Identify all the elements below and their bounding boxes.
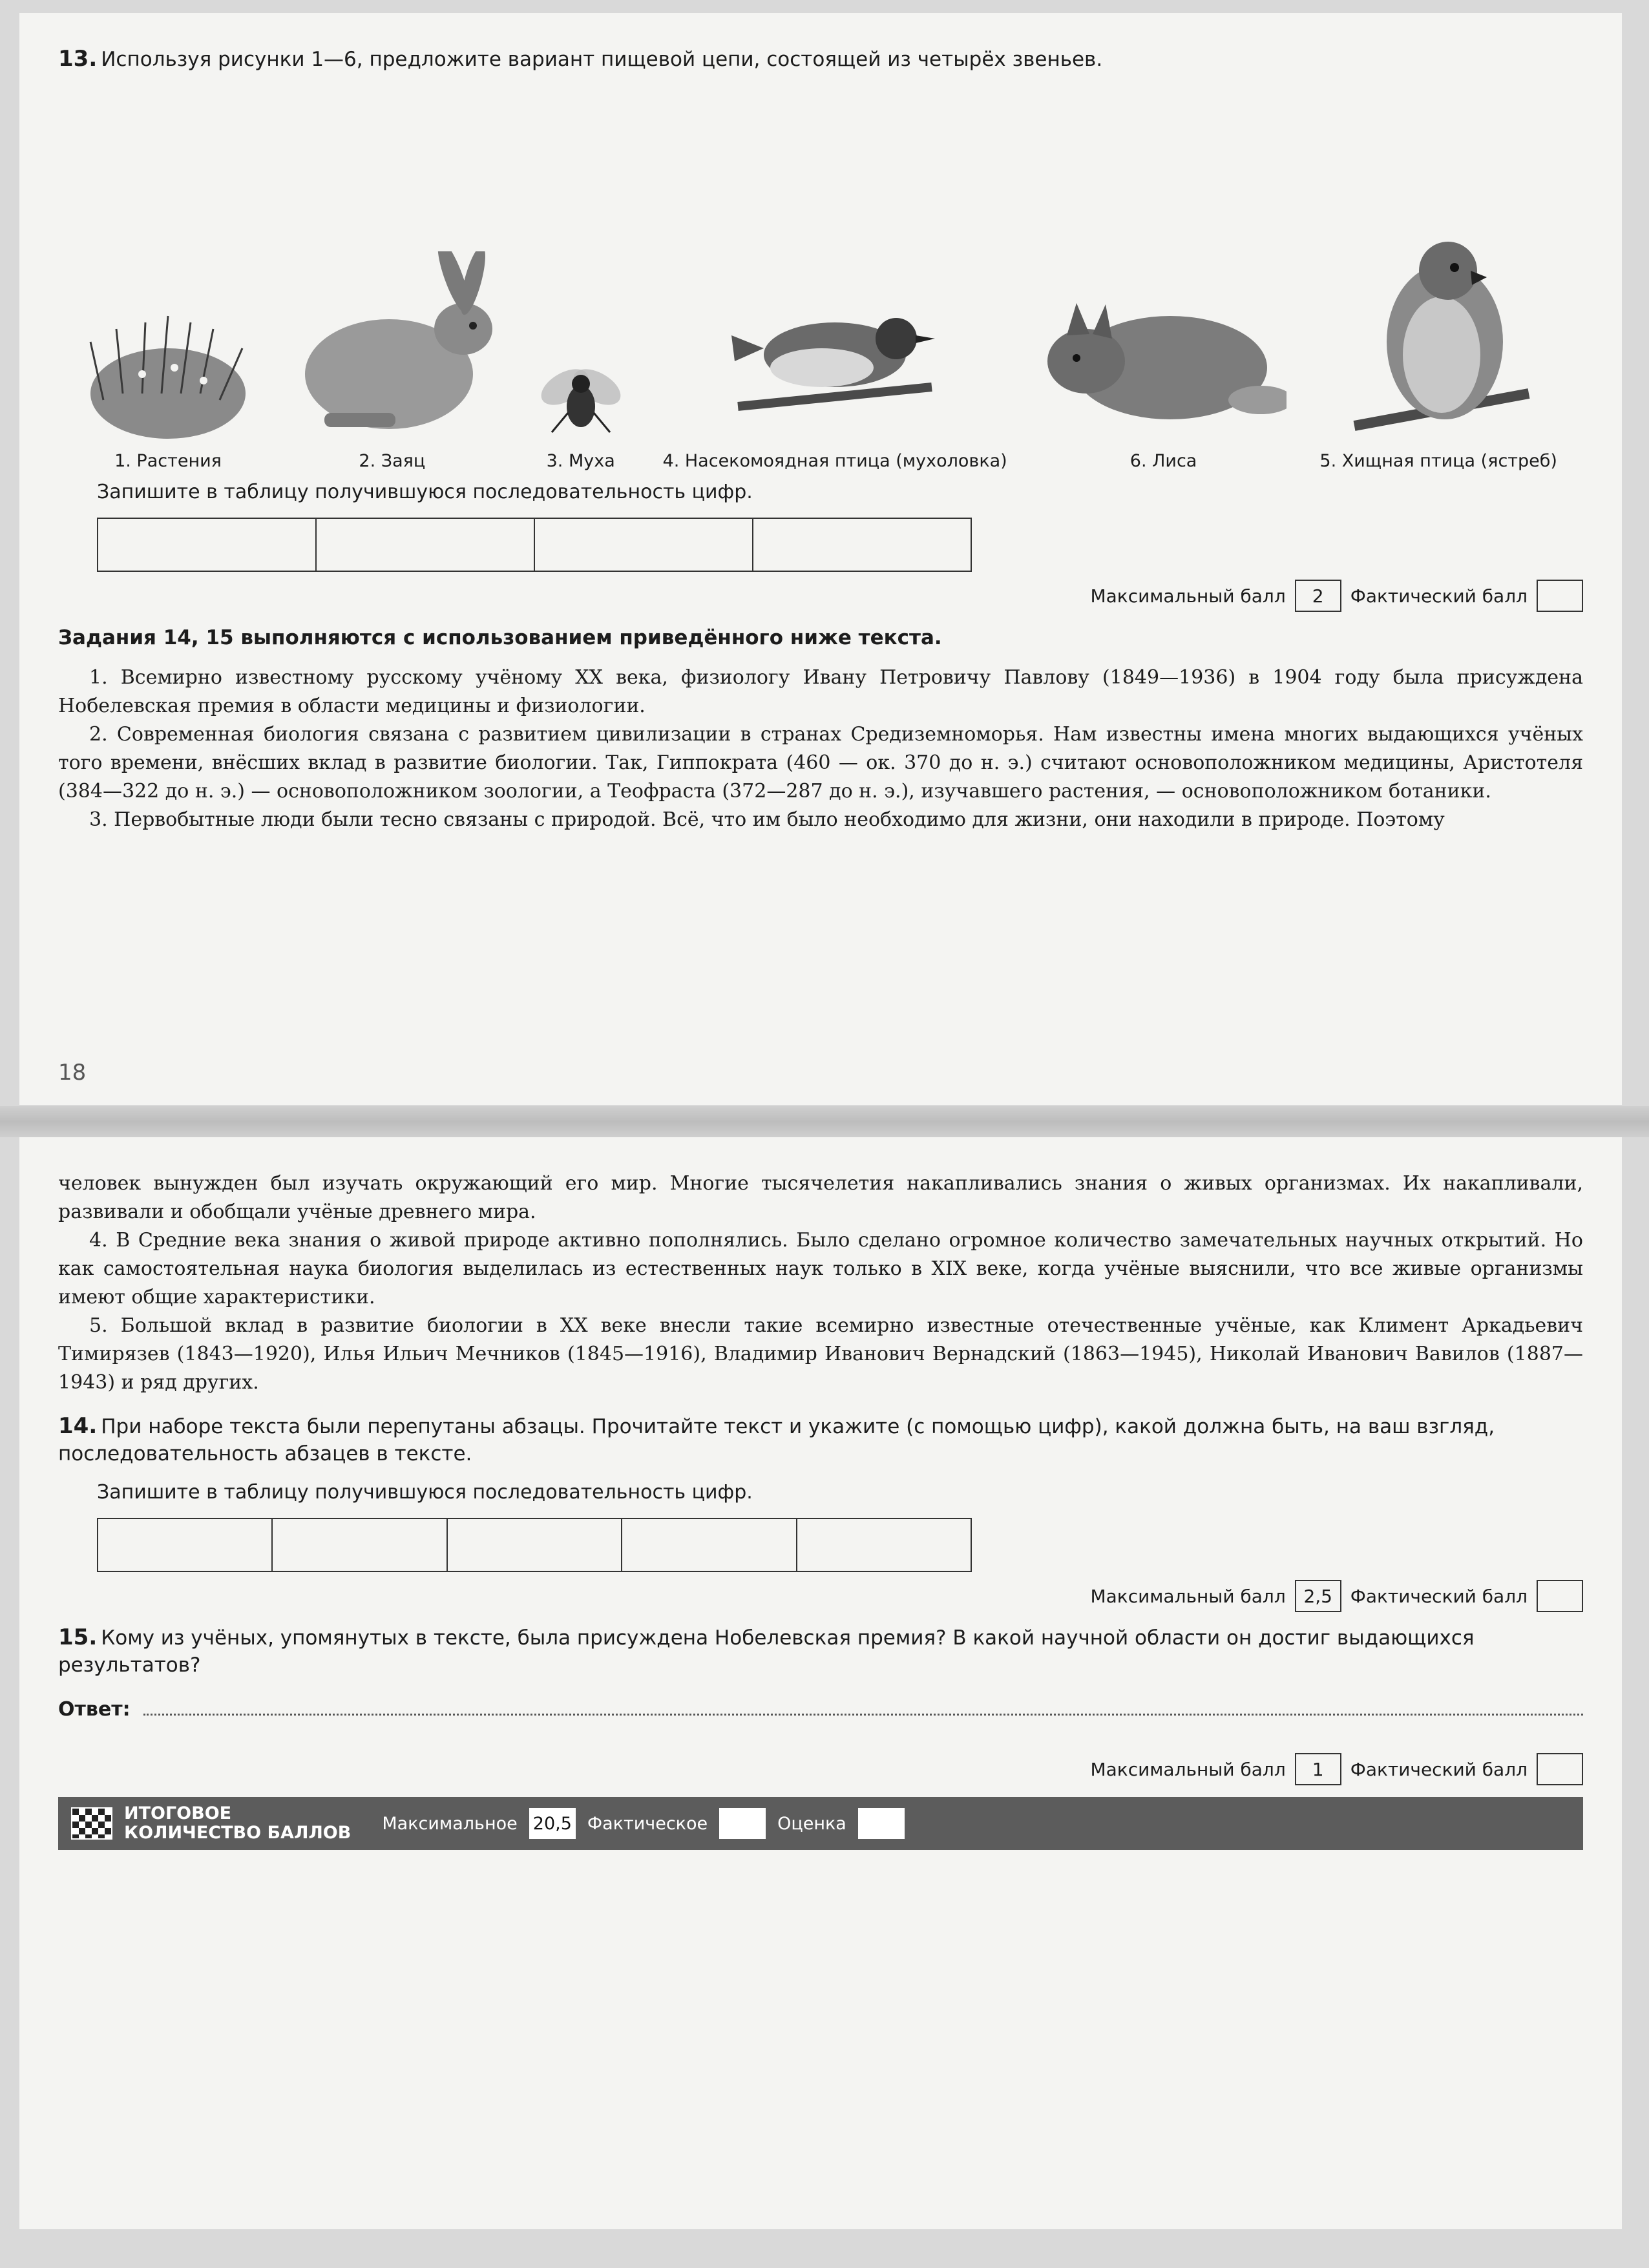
total-title	[124, 1804, 351, 1843]
actual-score-label: Фактический балл	[1350, 585, 1528, 607]
task-13-answer-table[interactable]	[97, 518, 972, 572]
answer-cell[interactable]	[622, 1519, 797, 1571]
hawk-icon	[1335, 232, 1542, 445]
task-14-heading	[58, 1412, 1583, 1467]
answer-cell[interactable]	[448, 1519, 622, 1571]
plants-icon	[84, 303, 252, 445]
task-13-text: Используя рисунки 1—6, предложите вариант пищевой цепи, состоящей из четырёх звеньев.	[101, 48, 1103, 71]
max-score-label: Максимальный балл	[1090, 1758, 1286, 1780]
text-paragraph-5: 5. Большой вклад в развитие биологии в XX веке внесли такие всемирно известные отечественные учёные, как Климент Аркадьевич Тимирязев (1843—1920), Илья Ильич Мечников (1845—1916), Владимир Иванович Вернадский (1863—1945), Николай Иванович Вавилов (1887—1943) и ряд других.	[58, 1314, 1583, 1394]
task-14-answer-table[interactable]	[97, 1518, 972, 1572]
answer-cell[interactable]	[753, 519, 971, 571]
task-13-instruction: Запишите в таблицу получившуюся последовательность цифр.	[97, 481, 753, 503]
actual-score-box[interactable]	[1537, 580, 1583, 612]
answer-cell[interactable]	[317, 519, 535, 571]
page-number: 18	[58, 1060, 87, 1086]
caption-plants: 1. Растения	[114, 451, 222, 471]
actual-score-box[interactable]	[1537, 1580, 1583, 1612]
text-paragraph-2: 2. Современная биология связана с развитием цивилизации в странах Средиземноморья. Нам известны имена многих выдающихся учёных того времени, внёсших вклад в развитие биологии. Так, Гиппократа (460 — ок. 370 до н. э.) считают основоположником медицины, Аристотеля (384—322 до н. э.) — основоположником зоологии, а Теофраста (372—287 до н. э.), изучавшего растения, — основоположником ботаники.	[58, 723, 1583, 803]
task-13-score	[58, 580, 1583, 612]
actual-score-label: Фактический балл	[1350, 1758, 1528, 1780]
caption-fly: 3. Муха	[546, 451, 615, 471]
total-score-bar	[58, 1797, 1583, 1850]
actual-score-box[interactable]	[1537, 1753, 1583, 1785]
total-max-label: Максимальное	[382, 1813, 518, 1834]
fly-icon	[532, 348, 629, 445]
tasks-14-15-intro: Задания 14, 15 выполняются с использованием приведённого ниже текста.	[58, 626, 942, 649]
animal-fly	[532, 348, 629, 472]
task-15-heading	[58, 1624, 1583, 1679]
checkered-flag-icon	[71, 1807, 112, 1840]
animal-fox	[1041, 277, 1287, 472]
task-15-number: 15.	[58, 1624, 98, 1650]
max-score-value: 1	[1295, 1753, 1341, 1785]
grade-box[interactable]	[858, 1808, 905, 1839]
task-14-text: При наборе текста были перепутаны абзацы. Прочитайте текст и укажите (с помощью цифр), какой должна быть, на ваш взгляд, последовательность абзацев в тексте.	[58, 1415, 1495, 1465]
max-score-label: Максимальный балл	[1090, 1585, 1286, 1607]
task-14-number: 14.	[58, 1413, 98, 1439]
book-gutter	[0, 1106, 1649, 1137]
task-13-heading	[58, 45, 1583, 73]
max-score-value: 2	[1295, 580, 1341, 612]
animal-hawk	[1319, 232, 1557, 472]
task-15-text: Кому из учёных, упомянутых в тексте, была присуждена Нобелевская премия? В какой научной области он достиг выдающихся результатов?	[58, 1626, 1475, 1677]
fox-icon	[1041, 277, 1287, 445]
total-max-value: 20,5	[529, 1808, 576, 1839]
task-13-number: 13.	[58, 46, 98, 72]
task-14-instruction: Запишите в таблицу получившуюся последовательность цифр.	[97, 1481, 753, 1504]
grade-label: Оценка	[777, 1813, 846, 1834]
max-score-label: Максимальный балл	[1090, 585, 1286, 607]
task-14-score	[58, 1580, 1583, 1612]
answer-cell[interactable]	[535, 519, 753, 571]
flycatcher-icon	[731, 277, 938, 445]
total-title-line-2: КОЛИЧЕСТВО БАЛЛОВ	[124, 1823, 352, 1843]
answer-cell[interactable]	[98, 1519, 273, 1571]
answer-cell[interactable]	[98, 519, 317, 571]
workbook-page-19	[19, 1137, 1622, 2229]
total-title-line-1: ИТОГОВОЕ	[124, 1803, 232, 1823]
task-15-score	[58, 1753, 1583, 1785]
caption-flycatcher: 4. Насекомоядная птица (мухоловка)	[662, 451, 1007, 471]
workbook-page-18	[19, 13, 1622, 1105]
total-actual-label: Фактическое	[587, 1813, 708, 1834]
answer-input-line[interactable]	[143, 1701, 1583, 1716]
total-actual-box[interactable]	[719, 1808, 766, 1839]
answer-cell[interactable]	[273, 1519, 447, 1571]
animal-plants	[84, 303, 252, 472]
text-paragraph-1: 1. Всемирно известному русскому учёному XX века, физиологу Ивану Петровичу Павлову (1849—1936) в 1904 году была присуждена Нобелевская премия в области медицины и физиологии.	[58, 666, 1583, 717]
food-chain-illustrations	[58, 85, 1583, 472]
text-paragraph-4: 4. В Средние века знания о живой природе активно пополнялись. Было сделано огромное количество замечательных научных открытий. Но как самостоятельная наука биология выделилась из естественных наук только в XIX веке, когда учёные выяснили, что все живые организмы имеют общие характеристики.	[58, 1229, 1583, 1308]
actual-score-label: Фактический балл	[1350, 1585, 1528, 1607]
caption-fox: 6. Лиса	[1129, 451, 1197, 471]
max-score-value: 2,5	[1295, 1580, 1341, 1612]
caption-hare: 2. Заяц	[359, 451, 426, 471]
caption-hawk: 5. Хищная птица (ястреб)	[1319, 451, 1557, 471]
text-paragraph-3: 3. Первобытные люди были тесно связаны с природой. Всё, что им было необходимо для жизни, они находили в природе. Поэтому	[89, 808, 1445, 831]
text-paragraph-3-continued: человек вынужден был изучать окружающий его мир. Многие тысячелетия накапливались знания о живых организмах. Их накапливали, развивали и обобщали учёные древнего мира.	[58, 1172, 1583, 1223]
answer-label: Ответ:	[58, 1698, 131, 1721]
animal-hare	[286, 251, 499, 472]
answer-cell[interactable]	[797, 1519, 971, 1571]
hare-icon	[286, 251, 499, 445]
animal-flycatcher	[663, 277, 1007, 472]
task-15-answer	[58, 1698, 1583, 1721]
